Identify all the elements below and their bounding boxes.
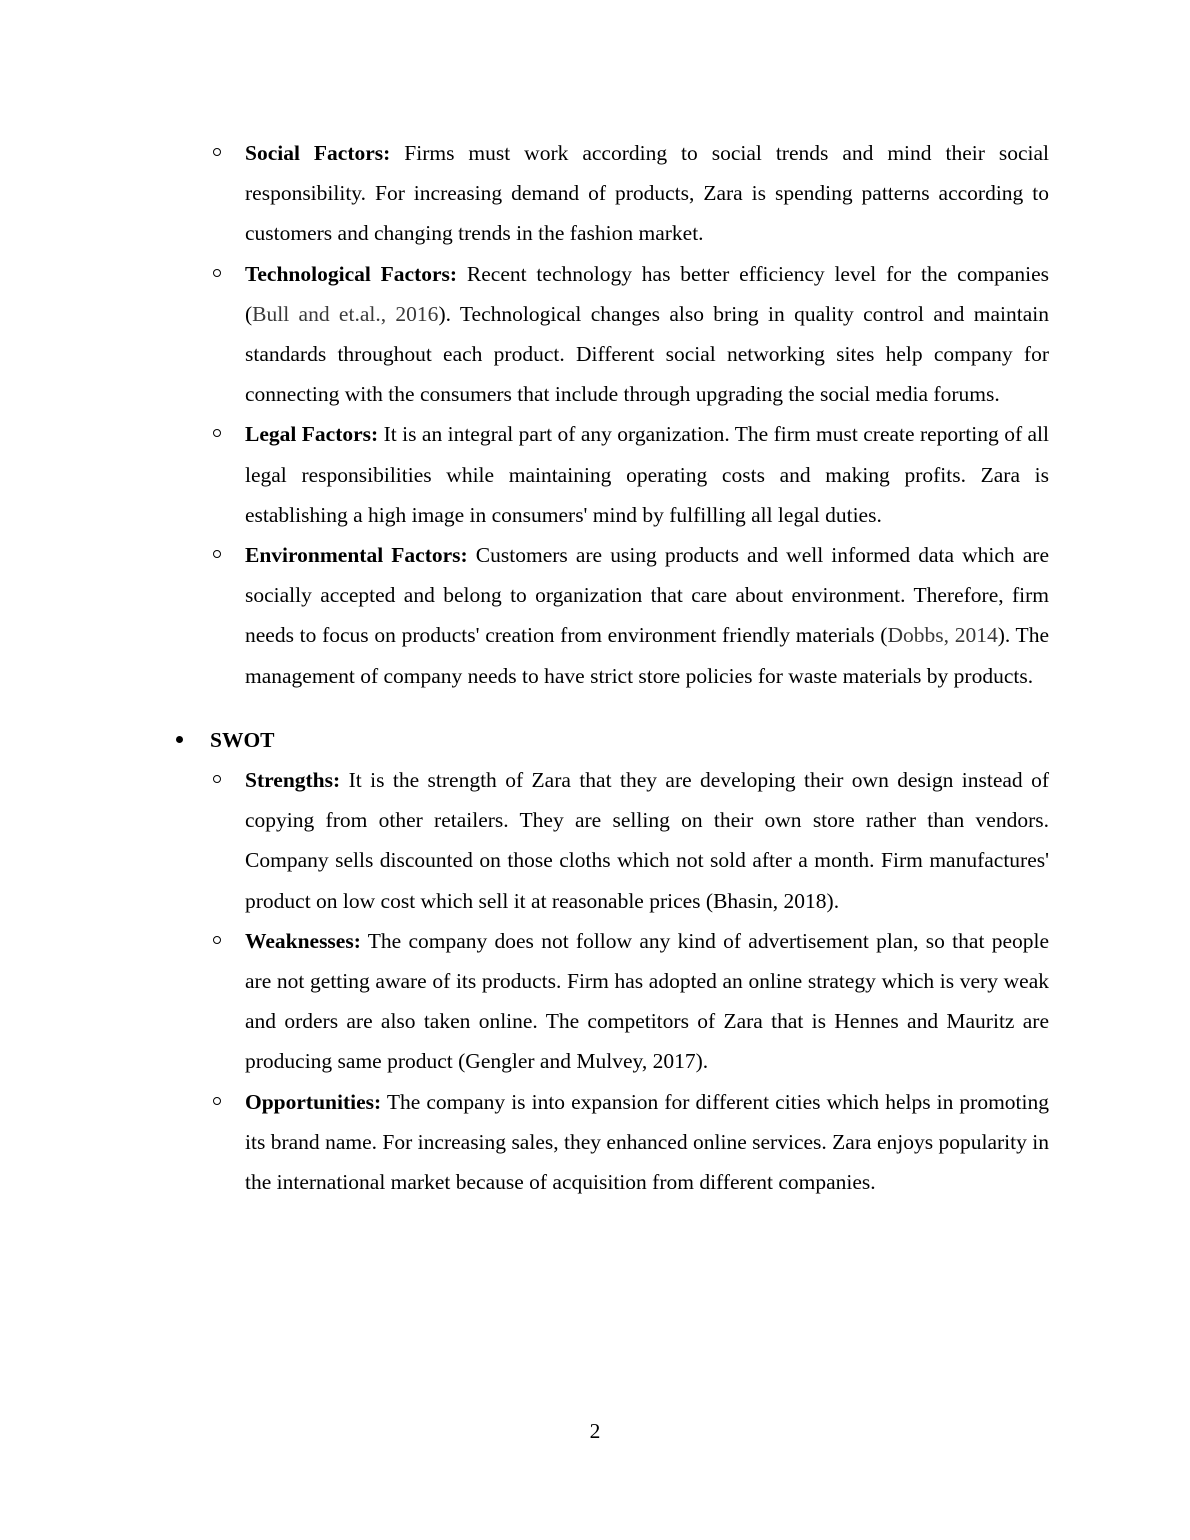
hollow-circle-bullet-icon: [213, 936, 221, 944]
item-text: The company does not follow any kind of advertisement plan, so that people are not getting aware of its products. Firm has adopted an online strategy which is very weak and orders are also taken online. The competitors of Zara that is Hennes and Mauritz are producing same product (Gengler and Mulvey, 2017).: [245, 928, 1049, 1074]
hollow-circle-bullet-icon: [213, 148, 221, 156]
item-text: ). Technological changes also bring in quality control and maintain standards throughout each product. Different social networking sites help company for connecting with the consumers that include through upgrading the social media forums.: [245, 301, 1049, 407]
pestle-list: [175, 133, 1049, 696]
page-number: 2: [589, 1419, 601, 1443]
item-text: It is an integral part of any organization. The firm must create reporting of all legal responsibilities while maintaining operating costs and making profits. Zara is establishing a high image in consumers' mind by fulfilling all legal duties.: [245, 422, 1050, 527]
item-term: Technological Factors:: [245, 261, 458, 286]
swot-heading: [175, 720, 1049, 760]
item-text: Customers are using products and well informed data which are socially accepted and belong to organization that care about environment. Therefore, firm needs to focus on products' creation from environment friendly materials (: [245, 543, 1049, 648]
list-item-environmental-factors: [175, 535, 1049, 696]
citation: Dobbs, 2014: [887, 623, 998, 648]
item-text: ). The management of company needs to have strict store policies for waste materials by products.: [245, 623, 1049, 688]
item-text: It is the strength of Zara that they are developing their own design instead of copying from other retailers. They are selling on their own store rather than vendors. Company sells discounted on those cloths which not sold after a month. Firm manufactures' product on low cost which sell it at reasonable prices (Bhasin, 2018).: [245, 768, 1049, 913]
list-item-legal-factors: [175, 414, 1049, 535]
item-term: Strengths:: [245, 768, 341, 793]
item-text: Recent technology has better efficiency level for the companies (: [245, 261, 1050, 326]
item-term: Legal Factors:: [245, 422, 379, 447]
item-text: The company is into expansion for different cities which helps in promoting its brand name. For increasing sales, they enhanced online services. Zara enjoys popularity in the international market because of acquisition from different companies.: [245, 1089, 1049, 1195]
list-item-social-factors: [175, 133, 1049, 254]
citation: Bull and et.al., 2016: [252, 301, 439, 326]
list-item-technological-factors: [175, 254, 1049, 415]
hollow-circle-bullet-icon: [213, 1097, 221, 1105]
item-term: Opportunities:: [245, 1089, 382, 1114]
item-term: Weaknesses:: [245, 928, 361, 953]
item-term: Environmental Factors:: [245, 543, 468, 568]
hollow-circle-bullet-icon: [213, 429, 221, 437]
list-item-weaknesses: [175, 921, 1049, 1082]
hollow-circle-bullet-icon: [213, 550, 221, 558]
hollow-circle-bullet-icon: [213, 775, 221, 783]
swot-list: [175, 760, 1049, 1202]
page-content: [175, 133, 1049, 1202]
hollow-circle-bullet-icon: [213, 269, 221, 277]
list-item-strengths: [175, 760, 1049, 921]
filled-circle-bullet-icon: [176, 736, 183, 743]
item-term: Social Factors:: [245, 141, 391, 165]
item-text: Firms must work according to social trends and mind their social responsibility. For increasing demand of products, Zara is spending patterns according to customers and changing trends in the fashion market.: [245, 141, 1049, 246]
swot-heading-label: SWOT: [210, 727, 275, 752]
list-item-opportunities: [175, 1082, 1049, 1203]
